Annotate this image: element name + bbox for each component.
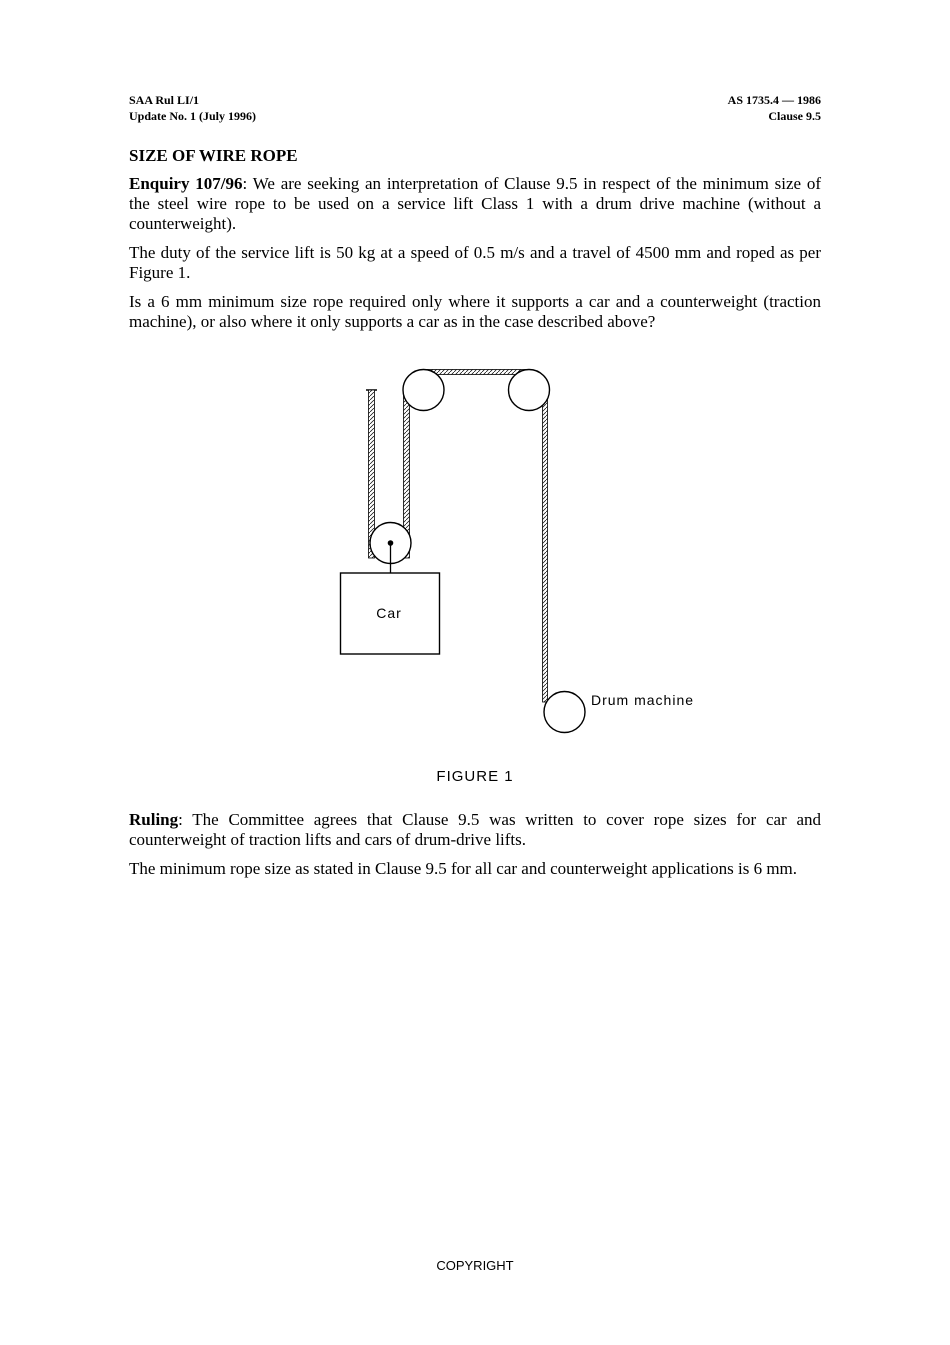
- enquiry-label: Enquiry 107/96: [129, 174, 243, 193]
- roping-diagram: [330, 360, 710, 740]
- figure-caption: FIGURE 1: [436, 768, 514, 785]
- rope-drum-segment: [543, 390, 548, 702]
- ruling-text: : The Committee agrees that Clause 9.5 was written to cover rope sizes for car and counterweight of traction lifts and cars of drum-drive lifts.: [129, 810, 821, 849]
- drum-machine-label: Drum machine: [591, 692, 695, 708]
- clause-reference: Clause 9.5: [768, 109, 821, 123]
- drum-machine: [544, 692, 585, 733]
- minimum-size-paragraph: The minimum rope size as stated in Clause 9.5 for all car and counterweight applications is 6 mm.: [129, 859, 798, 878]
- standard-ruling-id: SAA Rul LI/1: [129, 93, 200, 107]
- lower-body: [129, 810, 821, 888]
- duty-paragraph: The duty of the service lift is 50 kg at a speed of 0.5 m/s and a travel of 4500 mm and roped as per Figure 1.: [129, 243, 821, 282]
- enquiry-text: : We are seeking an interpretation of Clause 9.5 in respect of the minimum size of the steel wire rope to be used on a service lift Class 1 with a drum drive machine (without a counterweight).: [129, 174, 822, 233]
- enquiry-paragraph: [129, 174, 821, 234]
- upper-body: [129, 146, 821, 341]
- rope-top-segment: [423, 370, 529, 375]
- header-left: [129, 92, 256, 124]
- top-right-sheave: [509, 370, 550, 411]
- car-label: Car: [376, 605, 402, 621]
- standard-number: AS 1735.4 — 1986: [727, 93, 821, 107]
- update-number: Update No. 1 (July 1996): [129, 109, 257, 123]
- question-paragraph: Is a 6 mm minimum size rope required only where it supports a car and a counterweight (traction machine), or also where it only supports a car as in the case described above?: [129, 292, 821, 331]
- ruling-label: Ruling: [129, 810, 179, 829]
- section-title: SIZE OF WIRE ROPE: [129, 146, 298, 165]
- header-right: [728, 92, 821, 124]
- copyright-footer: COPYRIGHT: [436, 1258, 514, 1273]
- ruling-paragraph: [129, 810, 821, 850]
- top-left-sheave: [403, 370, 444, 411]
